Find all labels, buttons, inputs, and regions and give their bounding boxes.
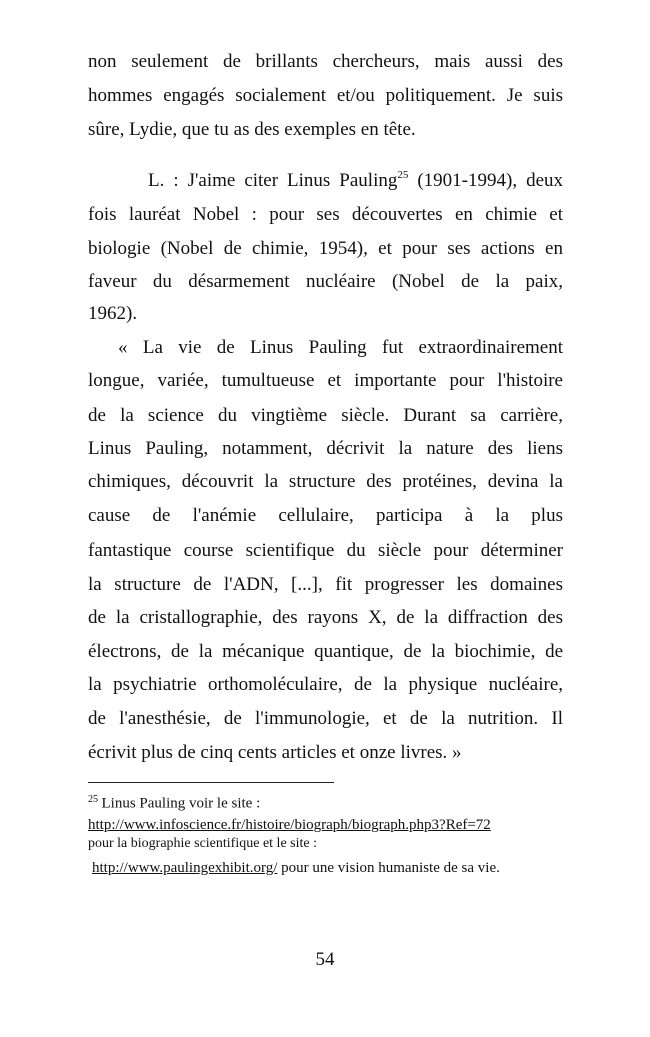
footnote-line [88, 792, 260, 813]
body-line [148, 170, 563, 192]
quote-line: de la science du vingtième siècle. Durant sa carrière, [88, 405, 563, 426]
quote-line: Linus Pauling, notamment, décrivit la nature des liens [88, 438, 563, 459]
body-line: 1962). [88, 303, 138, 324]
footnote-number: 25 [88, 794, 98, 805]
quote-line: la psychiatrie orthomoléculaire, de la physique nucléaire, [88, 674, 563, 695]
body-line: non seulement de brillants chercheurs, mais aussi des [88, 51, 563, 72]
body-line: hommes engagés socialement et/ou politiquement. Je suis [88, 85, 563, 106]
footnote-text: pour une vision humaniste de sa vie. [277, 860, 500, 876]
quote-line: la structure de l'ADN, [...], fit progresser les domaines [88, 574, 563, 595]
footnote-link-paulingexhibit[interactable]: http://www.paulingexhibit.org/ [92, 860, 278, 876]
body-line: faveur du désarmement nucléaire (Nobel de la paix, [88, 271, 563, 292]
quote-line: chimiques, découvrit la structure des protéines, devina la [88, 471, 563, 492]
quote-line: électrons, de la mécanique quantique, de la biochimie, de [88, 641, 563, 662]
footnote-line: pour la biographie scientifique et le site : [88, 836, 317, 851]
quote-line: cause de l'anémie cellulaire, participa à la plus [88, 505, 563, 526]
footnote-divider [88, 782, 334, 783]
body-text: (1901-1994), deux [417, 170, 564, 191]
quote-line: de l'anesthésie, de l'immunologie, et de la nutrition. Il [88, 708, 563, 729]
footnote-reference[interactable]: 25 [397, 169, 409, 181]
quote-line: de la cristallographie, des rayons X, de la diffraction des [88, 607, 563, 628]
quote-line: longue, variée, tumultueuse et importante pour l'histoire [88, 370, 563, 391]
footnote-line [92, 860, 500, 876]
page-number: 54 [315, 949, 335, 970]
body-line: sûre, Lydie, que tu as des exemples en tête. [88, 119, 416, 140]
footnote-text: Linus Pauling voir le site : [101, 795, 261, 812]
quote-line: écrivit plus de cinq cents articles et onze livres. » [88, 742, 462, 763]
footnote-line [88, 817, 491, 833]
footnote-link-infoscience[interactable]: http://www.infoscience.fr/histoire/biograph/biograph.php3?Ref=72 [88, 817, 491, 833]
body-line: biologie (Nobel de chimie, 1954), et pour ses actions en [88, 238, 563, 259]
quote-line: « La vie de Linus Pauling fut extraordinairement [118, 337, 563, 358]
body-line: fois lauréat Nobel : pour ses découvertes en chimie et [88, 204, 563, 225]
body-text: L. : J'aime citer Linus Pauling [148, 170, 398, 191]
quote-line: fantastique course scientifique du siècle pour déterminer [88, 540, 563, 561]
